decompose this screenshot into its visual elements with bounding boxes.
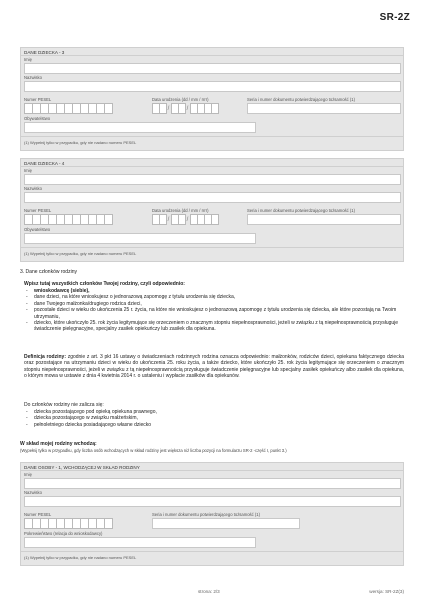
last-name-label: Nazwisko	[24, 186, 42, 191]
composition-note: (Wypełnij tylko w przypadku, gdy liczba osób wchodzących w skład rodziny jest większa niż liczba pozycji na formularzu SR-2 -część I, punkt 3.)	[20, 448, 287, 453]
person-1-section	[20, 462, 404, 566]
citizenship-label: Obywatelstwo	[24, 227, 51, 232]
pesel-input[interactable]	[24, 214, 112, 225]
id-doc-label: Seria i numer dokumentu potwierdzającego tożsamość (1)	[247, 208, 355, 213]
first-name-field[interactable]	[24, 478, 401, 489]
family-members-list	[26, 288, 404, 333]
citizenship-label: Obywatelstwo	[24, 116, 51, 121]
family-heading: 3. Dane członków rodziny	[20, 269, 77, 275]
child-4-section	[20, 158, 404, 262]
birth-date-label: Data urodzenia (dd / mm / rrrr)	[152, 208, 209, 213]
divider	[21, 166, 403, 167]
last-name-label: Nazwisko	[24, 75, 42, 80]
family-intro: Wpisz tutaj wszystkich członków Twojej rodziny, czyli odpowiednio:	[24, 281, 185, 287]
first-name-label: Imię	[24, 168, 32, 173]
list-item: - pozostałe dzieci w wieku do ukończenia 25 r. życia, na które nie wnioskujesz o jednorazową zapomogę z tytułu urodzenia się dziecka, ale które pozostają na Twoim utrzymaniu,	[26, 307, 404, 320]
first-name-field[interactable]	[24, 63, 401, 74]
relation-label: Pokrewieństwo (relacja do wnioskodawcy)	[24, 531, 103, 536]
section-title: DANE OSOBY - 1, WCHODZĄCEJ W SKŁAD RODZINY	[24, 465, 140, 470]
pesel-label: Numer PESEL	[24, 208, 52, 213]
list-item: - dane dzieci, na które wnioskujesz o jednorazową zapomogę z tytułu urodzenia się dziecka,	[26, 294, 404, 300]
pesel-label: Numer PESEL	[24, 512, 52, 517]
child-3-section	[20, 47, 404, 151]
composition-title: W skład mojej rodziny wchodzą:	[20, 441, 97, 447]
citizenship-field[interactable]	[24, 122, 256, 133]
page-number: strona: 2/3	[198, 589, 220, 594]
last-name-field[interactable]	[24, 81, 401, 92]
pesel-input[interactable]	[24, 103, 112, 114]
last-name-label: Nazwisko	[24, 490, 42, 495]
section-title: DANE DZIECKA - 4	[24, 161, 65, 166]
birth-date-input[interactable]: / /	[152, 214, 218, 225]
form-version: wersja: SR-2Z(3)	[369, 589, 404, 594]
divider	[21, 136, 403, 137]
divider	[21, 470, 403, 471]
divider	[21, 551, 403, 552]
last-name-field[interactable]	[24, 496, 401, 507]
list-item: - wnioskodawcę (siebie),	[26, 288, 404, 294]
citizenship-field[interactable]	[24, 233, 256, 244]
first-name-field[interactable]	[24, 174, 401, 185]
excluded-list	[26, 409, 404, 428]
first-name-label: Imię	[24, 57, 32, 62]
pesel-footnote: (1) Wypełnij tylko w przypadku, gdy nie nadano numeru PESEL	[24, 251, 137, 256]
id-doc-field[interactable]	[247, 214, 401, 225]
list-item: - dziecka pozostającego w związku małżeńskim,	[26, 415, 404, 421]
list-item: - dane Twojego małżonka/drugiego rodzica dzieci,	[26, 301, 404, 307]
divider	[21, 247, 403, 248]
list-item: - pełnoletniego dziecka posiadającego własne dziecko	[26, 422, 404, 428]
pesel-input[interactable]	[24, 518, 112, 529]
section-title: DANE DZIECKA - 3	[24, 50, 65, 55]
pesel-label: Numer PESEL	[24, 97, 52, 102]
id-doc-field[interactable]	[247, 103, 401, 114]
form-code: SR-2Z	[379, 12, 410, 23]
pesel-footnote: (1) Wypełnij tylko w przypadku, gdy nie nadano numeru PESEL	[24, 140, 137, 145]
birth-date-label: Data urodzenia (dd / mm / rrrr)	[152, 97, 209, 102]
birth-date-input[interactable]: / /	[152, 103, 218, 114]
divider	[21, 55, 403, 56]
pesel-footnote: (1) Wypełnij tylko w przypadku, gdy nie nadano numeru PESEL	[24, 555, 137, 560]
excluded-intro: Do członków rodziny nie zalicza się:	[24, 402, 104, 408]
id-doc-label: Seria i numer dokumentu potwierdzającego tożsamość (1)	[247, 97, 355, 102]
family-definition: Definicja rodziny: zgodnie z art. 3 pkt 16 ustawy o świadczeniach rodzinnych rodzina oznacza odpowiednio: małżonków, rodziców dzieci, opiekuna faktycznego dziecka oraz pozostające na utrzymaniu dzieci w wieku do ukończenia 25. roku życia, a także dziecko, które ukończyło 25. rok życia legitymujące się orzeczeniem o znacznym stopniu niepełnosprawności, jeżeli w związku z tą niepełnosprawnością przysługuje świadczenie pielęgnacyjne lub specjalny zasiłek opiekuńczy albo zasiłek dla opiekuna, o którym mowa w ustawie z dnia 4 kwietnia 2014 r. o ustaleniu i wypłacie zasiłków dla opiekunów.	[24, 354, 404, 380]
id-doc-label: Seria i numer dokumentu potwierdzającego tożsamość (1)	[152, 512, 260, 517]
first-name-label: Imię	[24, 472, 32, 477]
list-item: - dziecko, które ukończyło 25. rok życia legitymujące się orzeczeniem o znacznym stopniu niepełnosprawności, jeżeli w związku z tą niepełnosprawnością przysługuje świadczenie pielęgnacyjne, specjalny zasiłek opiekuńczy lub zasiłek dla opiekuna.	[26, 320, 404, 333]
relation-field[interactable]	[24, 537, 256, 548]
list-item: - dziecka pozostającego pod opieką opiekuna prawnego,	[26, 409, 404, 415]
id-doc-field[interactable]	[152, 518, 300, 529]
last-name-field[interactable]	[24, 192, 401, 203]
